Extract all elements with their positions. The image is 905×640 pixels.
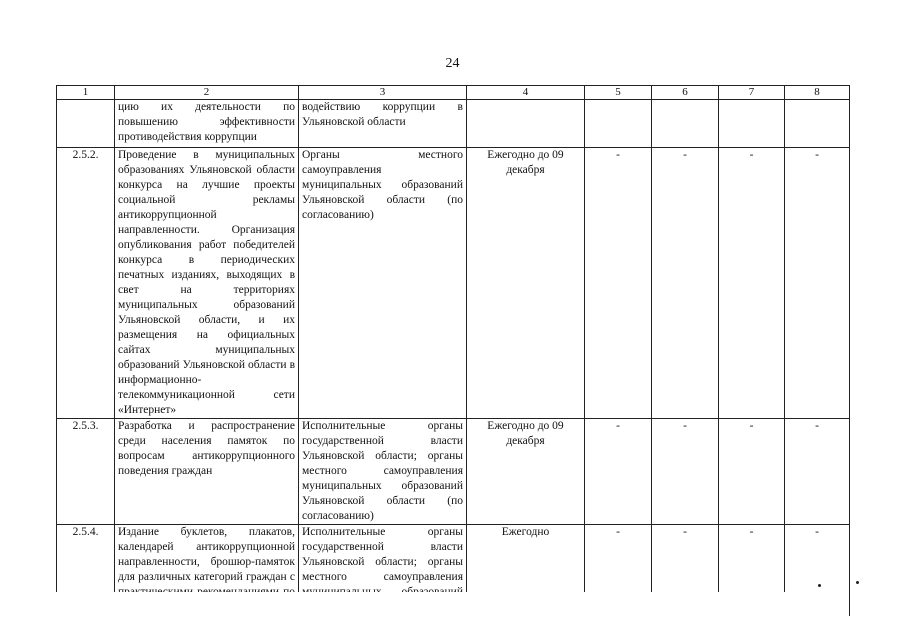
item-number: 2.5.4.	[57, 525, 115, 616]
item-number	[57, 100, 115, 148]
page-bottom-margin	[56, 592, 849, 640]
term-text: Ежегодно до 09 декабря	[467, 148, 585, 419]
term-text: Ежегодно	[467, 525, 585, 616]
column-header: 4	[467, 86, 585, 100]
funding-cell	[785, 100, 850, 148]
table-row-2-5-2	[57, 148, 850, 419]
funding-cell	[652, 100, 719, 148]
column-number-header	[57, 86, 850, 100]
funding-cell: -	[719, 525, 785, 616]
funding-cell	[585, 100, 652, 148]
executor-text: Исполнительные органы государственной власти Ульяновской области; органы местного самоуправления муниципальных образований Ульяновской области (по согласованию)	[299, 419, 467, 525]
funding-cell: -	[585, 419, 652, 525]
table-row-continuation	[57, 100, 850, 148]
item-number: 2.5.2.	[57, 148, 115, 419]
funding-cell: -	[785, 419, 850, 525]
item-number: 2.5.3.	[57, 419, 115, 525]
column-header: 3	[299, 86, 467, 100]
column-header: 5	[585, 86, 652, 100]
executor-text: Исполнительные органы государственной власти Ульяновской области; органы местного самоуправления	[299, 525, 467, 616]
funding-cell: -	[719, 148, 785, 419]
funding-cell: -	[719, 419, 785, 525]
measure-text: Издание буклетов, плакатов, календарей антикоррупционной направленности, брошюр-памяток для различных категорий граждан с	[115, 525, 299, 616]
funding-cell: -	[652, 148, 719, 419]
column-header: 2	[115, 86, 299, 100]
scan-speck	[818, 584, 821, 587]
executor-text: Органы местного самоуправления муниципальных образований Ульяновской области (по согласованию)	[299, 148, 467, 419]
column-header: 6	[652, 86, 719, 100]
page-number: 24	[445, 56, 460, 71]
funding-cell: -	[785, 525, 850, 616]
funding-cell: -	[652, 525, 719, 616]
measure-text: Проведение в муниципальных образованиях Ульяновской области конкурса на лучшие проекты социальной рекламы антикоррупционной направленности. Организация опубликования работ победителей конкурса в периодических печатных изданиях, выходящих в свет на территориях муниципальных образований Ульяновской области, и их размещения на официальных сайтах муниципальных образований Ульяновской области в информационно-телекоммуникационной сети «Интернет»	[115, 148, 299, 419]
measures-table	[56, 85, 850, 616]
measure-text: Разработка и распространение среди населения памяток по вопросам антикоррупционного поведения граждан	[115, 419, 299, 525]
term-text	[467, 100, 585, 148]
executor-text: водействию коррупции в Ульяновской области	[299, 100, 467, 148]
scan-speck	[856, 581, 859, 584]
term-text: Ежегодно до 09 декабря	[467, 419, 585, 525]
measure-text: цию их деятельности по повышению эффективности противодействия коррупции	[115, 100, 299, 148]
column-header: 8	[785, 86, 850, 100]
funding-cell	[719, 100, 785, 148]
column-header: 7	[719, 86, 785, 100]
table-row-2-5-3	[57, 419, 850, 525]
funding-cell: -	[652, 419, 719, 525]
funding-cell: -	[585, 148, 652, 419]
funding-cell: -	[585, 525, 652, 616]
column-header: 1	[57, 86, 115, 100]
funding-cell: -	[785, 148, 850, 419]
